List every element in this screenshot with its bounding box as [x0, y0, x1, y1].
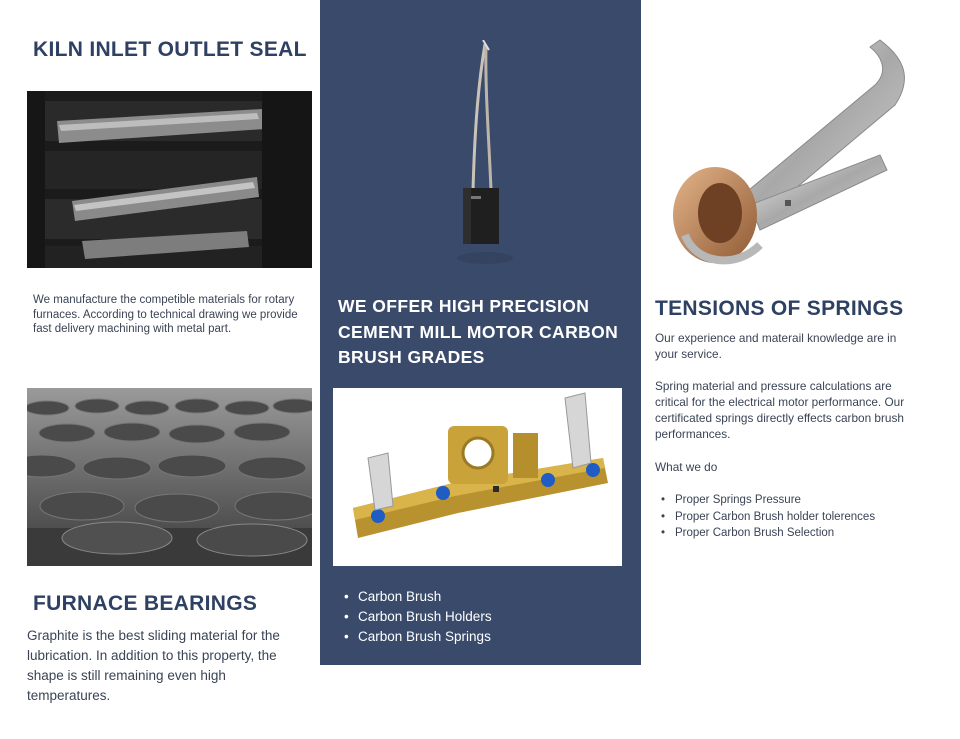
springs-intro: Our experience and materail knowledge are in your service. [655, 331, 897, 361]
list-item: • Carbon Brush Holders [338, 607, 618, 627]
kiln-title: KILN INLET OUTLET SEAL [33, 38, 307, 61]
kiln-description: We manufacture the competible materials for rotary furnaces. According to technical drawing we provide fast delivery machining with metal part. [33, 294, 298, 335]
carbon-brush-photo [455, 40, 515, 270]
springs-list [655, 492, 925, 542]
brush-holder-photo [333, 388, 622, 566]
carbon-list [338, 587, 618, 647]
list-item: • Proper Carbon Brush Selection [655, 525, 925, 542]
furnace-title: FURNACE BEARINGS [33, 592, 258, 615]
carbon-title: WE OFFER HIGH PRECISION CEMENT MILL MOTOR CARBON BRUSH GRADES [338, 296, 619, 367]
furnace-description: Graphite is the best sliding material for the lubrication. In addition to this property, the shape is still remaining even high temperatures. [27, 628, 280, 703]
kiln-seal-photo [27, 91, 312, 268]
springs-title: TENSIONS OF SPRINGS [655, 297, 904, 320]
list-item: • Proper Springs Pressure [655, 492, 925, 509]
list-item: • Carbon Brush Springs [338, 627, 618, 647]
what-we-do-label: What we do [655, 460, 718, 474]
graphite-bearings-photo [27, 388, 312, 566]
list-item: • Proper Carbon Brush holder tolerences [655, 509, 925, 526]
springs-detail: Spring material and pressure calculations are critical for the electrical motor performance. Our certificated springs directly effects carbon brush performances. [655, 379, 905, 441]
list-item: • Carbon Brush [338, 587, 618, 607]
spring-photo [665, 35, 925, 275]
